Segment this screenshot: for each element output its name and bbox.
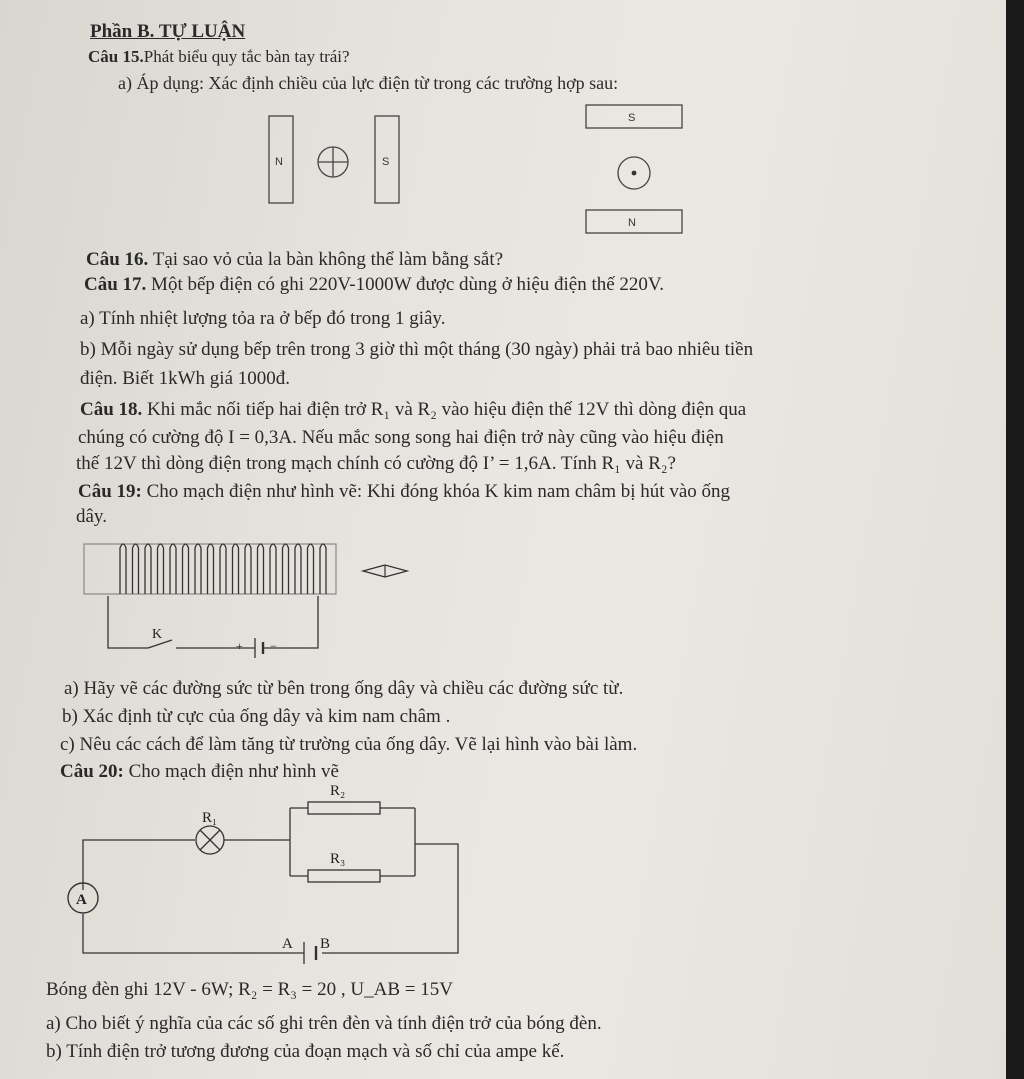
wire-left	[108, 596, 148, 648]
resistor-circuit-figure	[60, 778, 470, 963]
pole-label-s: S	[382, 156, 390, 168]
coil-turn	[258, 544, 264, 594]
part-title: Phần B. TỰ LUẬN	[90, 21, 246, 42]
coil-turn	[245, 544, 251, 594]
q15-text: Phát biểu quy tắc bàn tay trái?	[143, 47, 350, 66]
q17-line	[84, 273, 664, 297]
battery-plus-label: +	[236, 639, 243, 653]
r2-label: R₂	[330, 783, 346, 799]
q19-a: a) Hãy vẽ các đường sức từ bên trong ống dây và chiều các đường sức từ.	[64, 678, 624, 699]
solenoid-core	[84, 544, 336, 594]
coil-turn	[170, 544, 176, 594]
pole-label-top: S	[628, 112, 636, 124]
switch-label: K	[152, 627, 163, 642]
coil-turn	[295, 544, 301, 594]
q18-line-1	[80, 398, 746, 422]
q19-line-1	[78, 480, 730, 504]
magnet-figure-1	[260, 110, 410, 210]
q17-label: Câu 17.	[84, 274, 147, 295]
q18-label: Câu 18.	[80, 399, 143, 420]
q20-text: Cho mạch điện như hình vẽ	[128, 761, 339, 782]
q16-label: Câu 16.	[86, 249, 149, 270]
coil-turn	[233, 544, 239, 594]
solenoid-coil	[120, 544, 326, 594]
q17-text: Một bếp điện có ghi 220V-1000W được dùng ở hiệu điện thế 220V.	[151, 274, 664, 295]
coil-turn	[320, 544, 326, 594]
q16-line	[86, 248, 503, 272]
battery-minus-label: −	[270, 639, 277, 653]
q15-label: Câu 15.	[88, 47, 144, 66]
magnet-figure-2	[582, 100, 692, 238]
q20-a: a) Cho biết ý nghĩa của các số ghi trên đèn và tính điện trở của bóng đèn.	[46, 1013, 602, 1034]
q19-text-1: Cho mạch điện như hình vẽ: Khi đóng khóa K kim nam châm bị hút vào ống	[146, 481, 731, 502]
wire-main-bottom	[83, 914, 304, 953]
coil-turn	[308, 544, 314, 594]
r3-label: R₃	[330, 851, 346, 867]
wire-main-left	[83, 840, 195, 890]
coil-turn	[133, 544, 139, 594]
coil-turn	[145, 544, 151, 594]
q19-line-2: dây.	[76, 506, 107, 527]
q20-label: Câu 20:	[60, 761, 124, 782]
coil-turn	[283, 544, 289, 594]
q18-line-2: chúng có cường độ I = 0,3A. Nếu mắc song song hai điện trở này cũng vào hiệu điện	[78, 427, 724, 448]
q16-text: Tại sao vỏ của la bàn không thể làm bằng sắt?	[152, 249, 504, 270]
q17-a: a) Tính nhiệt lượng tỏa ra ở bếp đó trong 1 giây.	[80, 308, 446, 329]
q20-b: b) Tính điện trở tương đương của đoạn mạch và số chỉ của ampe kế.	[46, 1041, 565, 1062]
q19-label: Câu 19:	[78, 481, 142, 502]
q18-text-1: Khi mắc nối tiếp hai điện trở R₁ và R₂ vào hiệu điện thế 12V thì dòng điện qua	[147, 399, 747, 420]
ammeter-label: A	[76, 892, 87, 908]
q19-c: c) Nêu các cách để làm tăng từ trường của ống dây. Vẽ lại hình vào bài làm.	[60, 734, 638, 755]
q15-sub-a: a) Áp dụng: Xác định chiều của lực điện từ trong các trường hợp sau:	[118, 73, 619, 93]
solenoid-circuit-figure	[80, 538, 440, 668]
resistor-r2	[308, 802, 380, 814]
pole-label-n: N	[275, 156, 283, 168]
coil-turn	[158, 544, 164, 594]
pole-label-bottom: N	[628, 217, 636, 229]
q17-b1: b) Mỗi ngày sử dụng bếp trên trong 3 giờ thì một tháng (30 ngày) phải trả bao nhiêu tiền	[80, 339, 754, 360]
q17-b2: điện. Biết 1kWh giá 1000đ.	[80, 368, 291, 389]
q20-given: Bóng đèn ghi 12V - 6W; R₂ = R₃ = 20 , U_AB = 15V	[46, 979, 453, 1000]
coil-turn	[183, 544, 189, 594]
coil-turn	[120, 544, 126, 594]
coil-turn	[220, 544, 226, 594]
r1-label: R₁	[202, 810, 218, 826]
node-a-label: A	[282, 936, 293, 952]
resistor-r3	[308, 870, 380, 882]
coil-turn	[270, 544, 276, 594]
q15-line	[88, 45, 350, 69]
coil-turn	[208, 544, 214, 594]
q19-b: b) Xác định từ cực của ống dây và kim nam châm .	[62, 706, 451, 727]
node-b-label: B	[320, 936, 331, 952]
q18-line-3: thế 12V thì dòng điện trong mạch chính có cường độ I’ = 1,6A. Tính R₁ và R₂?	[76, 453, 676, 474]
coil-turn	[195, 544, 201, 594]
